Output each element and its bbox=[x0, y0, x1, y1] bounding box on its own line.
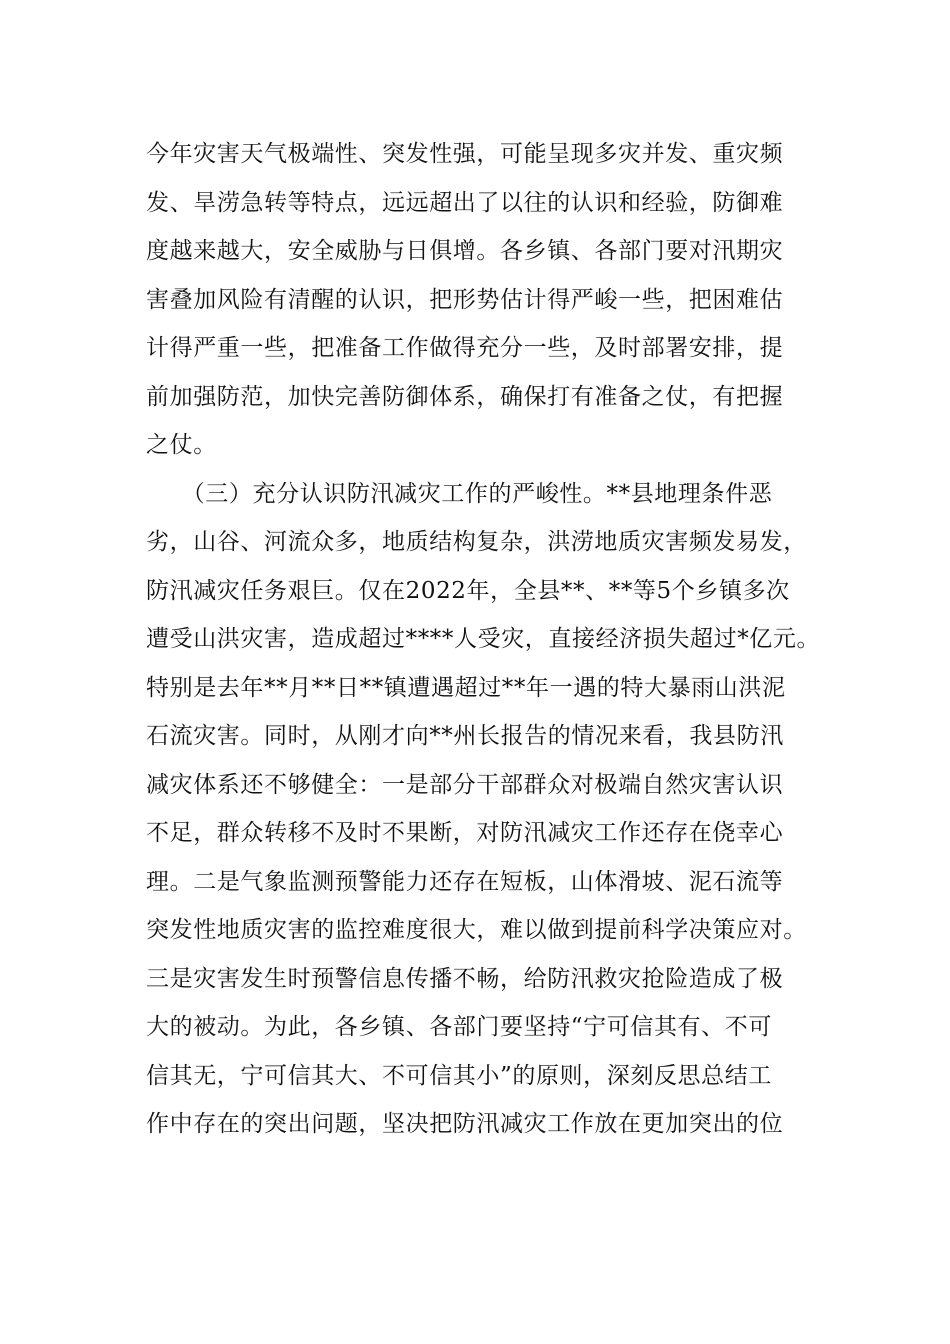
text-line: 防汛减灾任务艰巨。仅在2022年，全县**、**等5个乡镇多次 bbox=[146, 577, 790, 604]
text-line: 突发性地质灾害的监控难度很大，难以做到提前科学决策应对。 bbox=[146, 917, 807, 943]
text-line: 之仗。 bbox=[146, 432, 217, 458]
text-line: 害叠加风险有清醒的认识，把形势估计得严峻一些，把困难估 bbox=[146, 286, 784, 313]
text-line: 今年灾害天气极端性、突发性强，可能呈现多灾并发、重灾频 bbox=[146, 141, 784, 167]
text-line: 信其无，宁可信其大、不可信其小”的原则，深刻反思总结工 bbox=[146, 1062, 772, 1089]
body-text bbox=[146, 130, 826, 1149]
text-line: 遭受山洪灾害，造成超过****人受灾，直接经济损失超过*亿元。 bbox=[146, 626, 821, 652]
text-line: 劣，山谷、河流众多，地质结构复杂，洪涝地质灾害频发易发， bbox=[146, 529, 807, 555]
text-line: 石流灾害。同时，从刚才向**州长报告的情况来看，我县防汛 bbox=[146, 723, 784, 749]
text-line: 减灾体系还不够健全：一是部分干部群众对极端自然灾害认识 bbox=[146, 771, 784, 798]
text-line: 大的被动。为此，各乡镇、各部门要坚持“宁可信其有、不可 bbox=[146, 1014, 772, 1040]
text-line: 作中存在的突出问题，坚决把防汛减灾工作放在更加突出的位 bbox=[146, 1111, 784, 1137]
text-line: 三是灾害发生时预警信息传播不畅，给防汛救灾抢险造成了极 bbox=[146, 965, 784, 992]
text-line: 度越来越大，安全威胁与日俱增。各乡镇、各部门要对汛期灾 bbox=[146, 238, 784, 264]
text-line: 理。二是气象监测预警能力还存在短板，山体滑坡、泥石流等 bbox=[146, 868, 784, 895]
text-line: 发、旱涝急转等特点，远远超出了以往的认识和经验，防御难 bbox=[146, 189, 784, 216]
text-line: 计得严重一些，把准备工作做得充分一些，及时部署安排，提 bbox=[146, 335, 784, 361]
text-line: 特别是去年**月**日**镇遭遇超过**年一遇的特大暴雨山洪泥 bbox=[146, 674, 786, 701]
section-heading-line: （三）充分认识防汛减灾工作的严峻性。**县地理条件恶 bbox=[146, 480, 773, 507]
text-line: 前加强防范，加快完善防御体系，确保打有准备之仗，有把握 bbox=[146, 383, 784, 410]
text-line: 不足，群众转移不及时不果断，对防汛减灾工作还存在侥幸心 bbox=[146, 820, 784, 846]
